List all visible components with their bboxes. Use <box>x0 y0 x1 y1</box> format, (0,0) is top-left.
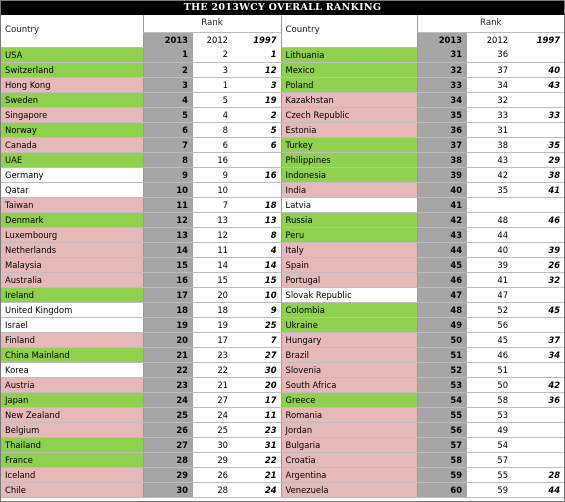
rank-2012-cell: 24 <box>193 407 237 422</box>
table-row <box>1 92 564 107</box>
country-cell: Austria <box>1 377 143 392</box>
rank-1997-cell: 44 <box>517 482 564 497</box>
rank-1997-cell: 18 <box>237 197 281 212</box>
rank-2013-cell: 13 <box>143 227 193 242</box>
rank-2012-cell: 2 <box>193 47 237 62</box>
table-row <box>1 62 564 77</box>
rank-2013-cell: 4 <box>143 92 193 107</box>
rank-2013-cell: 26 <box>143 422 193 437</box>
country-cell: Latvia <box>281 197 417 212</box>
rank-2013-cell: 32 <box>417 62 467 77</box>
rank-2012-cell: 12 <box>193 227 237 242</box>
table-row <box>1 407 564 422</box>
rank-2012-cell: 43 <box>467 152 517 167</box>
table-row <box>1 347 564 362</box>
rank-2013-cell: 40 <box>417 182 467 197</box>
rank-2012-cell: 17 <box>193 332 237 347</box>
country-cell: Ukraine <box>281 317 417 332</box>
header-1997-left: 1997 <box>253 35 277 45</box>
table-row <box>1 152 564 167</box>
rank-1997-cell: 15 <box>237 272 281 287</box>
rank-2013-cell: 23 <box>143 377 193 392</box>
rank-1997-cell: 7 <box>237 332 281 347</box>
rank-2012-cell: 50 <box>467 377 517 392</box>
rank-1997-cell: 17 <box>237 392 281 407</box>
header-2012-left: 2012 <box>206 35 228 45</box>
country-cell: Hungary <box>281 332 417 347</box>
rank-2012-cell: 1 <box>193 77 237 92</box>
table-row <box>1 317 564 332</box>
rank-2012-cell: 40 <box>467 242 517 257</box>
rank-1997-cell: 39 <box>517 242 564 257</box>
table-row <box>1 227 564 242</box>
rank-1997-cell: 31 <box>237 437 281 452</box>
rank-1997-cell <box>237 152 281 167</box>
rank-2012-cell: 25 <box>193 422 237 437</box>
rank-1997-cell: 33 <box>517 107 564 122</box>
rank-1997-cell: 3 <box>237 77 281 92</box>
country-cell: Netherlands <box>1 242 143 257</box>
rank-2012-cell: 6 <box>193 137 237 152</box>
rank-2013-cell: 53 <box>417 377 467 392</box>
header-2013-left: 2013 <box>143 33 193 48</box>
rank-1997-cell: 10 <box>237 287 281 302</box>
country-cell: UAE <box>1 152 143 167</box>
rank-2013-cell: 28 <box>143 452 193 467</box>
rank-2012-cell: 52 <box>467 302 517 317</box>
table-row <box>1 122 564 137</box>
rank-2013-cell: 42 <box>417 212 467 227</box>
country-cell: Argentina <box>281 467 417 482</box>
country-cell: Czech Republic <box>281 107 417 122</box>
rank-1997-cell <box>517 422 564 437</box>
rank-2012-cell: 15 <box>193 272 237 287</box>
rank-2013-cell: 29 <box>143 467 193 482</box>
rank-2012-cell: 32 <box>467 92 517 107</box>
country-cell: India <box>281 182 417 197</box>
country-cell: Canada <box>1 137 143 152</box>
table-row <box>1 452 564 467</box>
rank-1997-cell <box>517 317 564 332</box>
rank-1997-cell: 20 <box>237 377 281 392</box>
rank-2012-cell: 5 <box>193 92 237 107</box>
country-cell: Australia <box>1 272 143 287</box>
country-cell: Croatia <box>281 452 417 467</box>
rank-2012-cell: 59 <box>467 482 517 497</box>
country-cell: New Zealand <box>1 407 143 422</box>
rank-1997-cell: 42 <box>517 377 564 392</box>
header-country-right: Country <box>281 15 417 47</box>
country-cell: Lithuania <box>281 47 417 62</box>
country-cell: United Kingdom <box>1 302 143 317</box>
country-cell: France <box>1 452 143 467</box>
country-cell: Qatar <box>1 182 143 197</box>
rank-1997-cell <box>517 197 564 212</box>
rank-1997-cell: 41 <box>517 182 564 197</box>
rank-2013-cell: 21 <box>143 347 193 362</box>
rank-2013-cell: 56 <box>417 422 467 437</box>
rank-2012-cell: 9 <box>193 167 237 182</box>
rank-2013-cell: 5 <box>143 107 193 122</box>
country-cell: Finland <box>1 332 143 347</box>
rank-2012-cell: 28 <box>193 482 237 497</box>
country-cell: Japan <box>1 392 143 407</box>
rank-2012-cell: 20 <box>193 287 237 302</box>
rank-1997-cell: 21 <box>237 467 281 482</box>
rank-2012-cell: 16 <box>193 152 237 167</box>
table-row <box>1 197 564 212</box>
rank-1997-cell: 2 <box>237 107 281 122</box>
rank-2012-cell: 29 <box>193 452 237 467</box>
rank-2012-cell: 58 <box>467 392 517 407</box>
rank-2013-cell: 7 <box>143 137 193 152</box>
rank-2013-cell: 52 <box>417 362 467 377</box>
table-row <box>1 392 564 407</box>
ranking-table-body <box>1 15 564 497</box>
table-row <box>1 272 564 287</box>
country-cell: Mexico <box>281 62 417 77</box>
country-cell: Denmark <box>1 212 143 227</box>
rank-1997-cell: 30 <box>237 362 281 377</box>
rank-2012-cell: 53 <box>467 407 517 422</box>
rank-2012-cell: 4 <box>193 107 237 122</box>
rank-1997-cell <box>517 407 564 422</box>
country-cell: Indonesia <box>281 167 417 182</box>
rank-1997-cell: 16 <box>237 167 281 182</box>
rank-2013-cell: 11 <box>143 197 193 212</box>
table-row <box>1 362 564 377</box>
country-cell: Spain <box>281 257 417 272</box>
country-cell: Iceland <box>1 467 143 482</box>
country-cell: Norway <box>1 122 143 137</box>
country-cell: Hong Kong <box>1 77 143 92</box>
rank-2012-cell: 39 <box>467 257 517 272</box>
rank-2013-cell: 15 <box>143 257 193 272</box>
rank-1997-cell: 11 <box>237 407 281 422</box>
rank-2012-cell: 3 <box>193 62 237 77</box>
country-cell: Peru <box>281 227 417 242</box>
country-cell: Slovenia <box>281 362 417 377</box>
rank-1997-cell: 12 <box>237 62 281 77</box>
rank-2013-cell: 14 <box>143 242 193 257</box>
rank-2013-cell: 39 <box>417 167 467 182</box>
rank-1997-cell: 25 <box>237 317 281 332</box>
country-cell: Turkey <box>281 137 417 152</box>
table-row <box>1 437 564 452</box>
rank-1997-cell: 5 <box>237 122 281 137</box>
table-row <box>1 377 564 392</box>
rank-2012-cell: 51 <box>467 362 517 377</box>
rank-1997-cell: 29 <box>517 152 564 167</box>
country-cell: Romania <box>281 407 417 422</box>
rank-2013-cell: 49 <box>417 317 467 332</box>
rank-2013-cell: 47 <box>417 287 467 302</box>
country-cell: Colombia <box>281 302 417 317</box>
rank-2013-cell: 10 <box>143 182 193 197</box>
rank-1997-cell: 40 <box>517 62 564 77</box>
rank-2013-cell: 44 <box>417 242 467 257</box>
rank-1997-cell: 4 <box>237 242 281 257</box>
rank-1997-cell <box>517 92 564 107</box>
rank-2013-cell: 43 <box>417 227 467 242</box>
rank-2013-cell: 8 <box>143 152 193 167</box>
rank-2012-cell: 18 <box>193 302 237 317</box>
header-country-left: Country <box>1 15 143 47</box>
rank-2012-cell: 14 <box>193 257 237 272</box>
table-row <box>1 182 564 197</box>
rank-2013-cell: 55 <box>417 407 467 422</box>
country-cell: Sweden <box>1 92 143 107</box>
rank-2013-cell: 58 <box>417 452 467 467</box>
table-row <box>1 422 564 437</box>
rank-1997-cell: 1 <box>237 47 281 62</box>
country-cell: Switzerland <box>1 62 143 77</box>
rank-2012-cell: 35 <box>467 182 517 197</box>
rank-2013-cell: 54 <box>417 392 467 407</box>
country-cell: Chile <box>1 482 143 497</box>
country-cell: China Mainland <box>1 347 143 362</box>
rank-1997-cell <box>517 362 564 377</box>
table-row <box>1 287 564 302</box>
rank-2013-cell: 46 <box>417 272 467 287</box>
rank-2012-cell: 38 <box>467 137 517 152</box>
country-cell: Jordan <box>281 422 417 437</box>
rank-1997-cell: 9 <box>237 302 281 317</box>
rank-2013-cell: 35 <box>417 107 467 122</box>
rank-1997-cell <box>517 47 564 62</box>
country-cell: USA <box>1 47 143 62</box>
country-cell: Slovak Republic <box>281 287 417 302</box>
rank-1997-cell <box>517 227 564 242</box>
rank-2012-cell: 31 <box>467 122 517 137</box>
table-row <box>1 302 564 317</box>
table-row <box>1 107 564 122</box>
rank-1997-cell: 6 <box>237 137 281 152</box>
country-cell: Brazil <box>281 347 417 362</box>
country-cell: Venezuela <box>281 482 417 497</box>
rank-2012-cell: 19 <box>193 317 237 332</box>
rank-2012-cell: 47 <box>467 287 517 302</box>
rank-2013-cell: 17 <box>143 287 193 302</box>
rank-2013-cell: 24 <box>143 392 193 407</box>
rank-2012-cell: 27 <box>193 392 237 407</box>
rank-2013-cell: 60 <box>417 482 467 497</box>
table-row <box>1 332 564 347</box>
rank-1997-cell: 34 <box>517 347 564 362</box>
header-row-rank <box>1 15 564 33</box>
rank-2013-cell: 31 <box>417 47 467 62</box>
table-row <box>1 467 564 482</box>
rank-1997-cell <box>517 452 564 467</box>
rank-2013-cell: 20 <box>143 332 193 347</box>
rank-1997-cell <box>517 437 564 452</box>
country-cell: Greece <box>281 392 417 407</box>
rank-1997-cell: 13 <box>237 212 281 227</box>
country-cell: Russia <box>281 212 417 227</box>
rank-1997-cell: 27 <box>237 347 281 362</box>
header-2013-right: 2013 <box>417 33 467 48</box>
rank-2013-cell: 51 <box>417 347 467 362</box>
rank-2012-cell: 57 <box>467 452 517 467</box>
rank-1997-cell: 14 <box>237 257 281 272</box>
rank-2012-cell: 26 <box>193 467 237 482</box>
rank-1997-cell <box>517 122 564 137</box>
rank-2012-cell: 44 <box>467 227 517 242</box>
rank-1997-cell: 32 <box>517 272 564 287</box>
country-cell: Korea <box>1 362 143 377</box>
rank-2013-cell: 1 <box>143 47 193 62</box>
rank-2012-cell: 46 <box>467 347 517 362</box>
country-cell: Belgium <box>1 422 143 437</box>
rank-2013-cell: 33 <box>417 77 467 92</box>
table-title: THE 2013WCY OVERALL RANKING <box>1 1 564 15</box>
rank-2013-cell: 6 <box>143 122 193 137</box>
rank-2013-cell: 37 <box>417 137 467 152</box>
rank-2012-cell: 10 <box>193 182 237 197</box>
rank-2013-cell: 38 <box>417 152 467 167</box>
rank-1997-cell <box>517 287 564 302</box>
rank-2012-cell: 11 <box>193 242 237 257</box>
table-row <box>1 212 564 227</box>
rank-2013-cell: 3 <box>143 77 193 92</box>
country-cell: Philippines <box>281 152 417 167</box>
header-1997-right: 1997 <box>536 35 561 45</box>
rank-2012-cell: 7 <box>193 197 237 212</box>
country-cell: Israel <box>1 317 143 332</box>
rank-1997-cell: 46 <box>517 212 564 227</box>
rank-2012-cell: 45 <box>467 332 517 347</box>
country-cell: Estonia <box>281 122 417 137</box>
table-row <box>1 257 564 272</box>
rank-2012-cell: 22 <box>193 362 237 377</box>
header-rank-left: Rank <box>143 15 281 33</box>
rank-2012-cell: 34 <box>467 77 517 92</box>
table-row <box>1 482 564 497</box>
rank-2012-cell: 55 <box>467 467 517 482</box>
rank-2013-cell: 50 <box>417 332 467 347</box>
country-cell: South Africa <box>281 377 417 392</box>
rank-1997-cell: 26 <box>517 257 564 272</box>
rank-2012-cell: 23 <box>193 347 237 362</box>
rank-2012-cell: 54 <box>467 437 517 452</box>
rank-2013-cell: 59 <box>417 467 467 482</box>
rank-2012-cell: 49 <box>467 422 517 437</box>
table-row <box>1 137 564 152</box>
rank-2013-cell: 27 <box>143 437 193 452</box>
rank-2012-cell: 37 <box>467 62 517 77</box>
rank-2013-cell: 36 <box>417 122 467 137</box>
rank-1997-cell: 37 <box>517 332 564 347</box>
header-2012-right: 2012 <box>486 35 509 45</box>
country-cell: Thailand <box>1 437 143 452</box>
rank-2012-cell: 13 <box>193 212 237 227</box>
rank-2012-cell: 30 <box>193 437 237 452</box>
rank-1997-cell <box>237 182 281 197</box>
table-row <box>1 47 564 62</box>
rank-2013-cell: 57 <box>417 437 467 452</box>
rank-2012-cell: 42 <box>467 167 517 182</box>
rank-1997-cell: 43 <box>517 77 564 92</box>
country-cell: Luxembourg <box>1 227 143 242</box>
rank-2012-cell: 8 <box>193 122 237 137</box>
country-cell: Malaysia <box>1 257 143 272</box>
rank-2013-cell: 25 <box>143 407 193 422</box>
rank-2013-cell: 41 <box>417 197 467 212</box>
rank-2013-cell: 34 <box>417 92 467 107</box>
country-cell: Singapore <box>1 107 143 122</box>
rank-2013-cell: 18 <box>143 302 193 317</box>
rank-2013-cell: 12 <box>143 212 193 227</box>
country-cell: Taiwan <box>1 197 143 212</box>
rank-2012-cell: 56 <box>467 317 517 332</box>
rank-1997-cell: 35 <box>517 137 564 152</box>
rank-2013-cell: 16 <box>143 272 193 287</box>
rank-2013-cell: 19 <box>143 317 193 332</box>
country-cell: Bulgaria <box>281 437 417 452</box>
rank-1997-cell: 8 <box>237 227 281 242</box>
rank-2013-cell: 48 <box>417 302 467 317</box>
country-cell: Portugal <box>281 272 417 287</box>
country-cell: Poland <box>281 77 417 92</box>
ranking-table <box>1 15 564 498</box>
rank-2012-cell: 48 <box>467 212 517 227</box>
country-cell: Germany <box>1 167 143 182</box>
rank-1997-cell: 45 <box>517 302 564 317</box>
country-cell: Italy <box>281 242 417 257</box>
rank-1997-cell: 24 <box>237 482 281 497</box>
rank-1997-cell: 23 <box>237 422 281 437</box>
country-cell: Kazakhstan <box>281 92 417 107</box>
rank-2013-cell: 30 <box>143 482 193 497</box>
rank-2012-cell: 33 <box>467 107 517 122</box>
rank-2012-cell: 36 <box>467 47 517 62</box>
table-row <box>1 167 564 182</box>
country-cell: Ireland <box>1 287 143 302</box>
rank-2012-cell <box>467 197 517 212</box>
header-rank-right: Rank <box>417 15 564 33</box>
rank-2013-cell: 2 <box>143 62 193 77</box>
rank-1997-cell: 38 <box>517 167 564 182</box>
rank-1997-cell: 19 <box>237 92 281 107</box>
rank-2013-cell: 22 <box>143 362 193 377</box>
rank-2012-cell: 21 <box>193 377 237 392</box>
table-row <box>1 242 564 257</box>
rank-1997-cell: 22 <box>237 452 281 467</box>
rank-2012-cell: 41 <box>467 272 517 287</box>
rank-2013-cell: 45 <box>417 257 467 272</box>
rank-1997-cell: 36 <box>517 392 564 407</box>
rank-1997-cell: 28 <box>517 467 564 482</box>
table-row <box>1 77 564 92</box>
rank-2013-cell: 9 <box>143 167 193 182</box>
